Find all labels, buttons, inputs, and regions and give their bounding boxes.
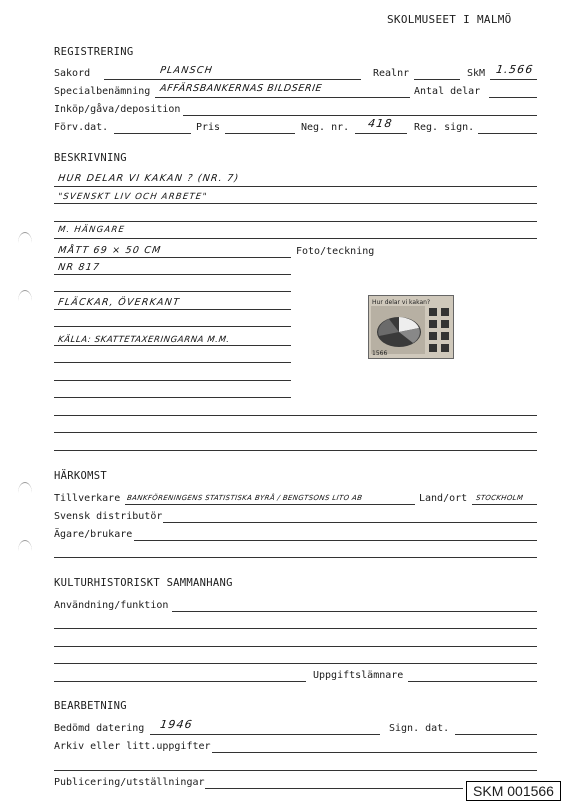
inkop-label: Inköp/gåva/deposition xyxy=(54,104,181,115)
rule xyxy=(54,203,537,204)
rule xyxy=(54,380,291,381)
section-heading-bearbetning: BEARBETNING xyxy=(54,700,127,712)
uppgift-label: Uppgiftslämnare xyxy=(313,670,404,681)
rule xyxy=(54,186,537,187)
antal-line xyxy=(489,97,537,98)
description-line-3: M. HÄNGARE xyxy=(57,225,126,235)
photo-title: Hur delar vi kakan? xyxy=(372,299,431,306)
pris-line xyxy=(225,133,295,134)
regsign-line xyxy=(478,133,537,134)
rule xyxy=(54,326,291,327)
distributor-label: Svensk distributör xyxy=(54,511,163,522)
anvandning-line xyxy=(172,611,537,612)
section-heading-registrering: REGISTRERING xyxy=(54,46,134,58)
rule xyxy=(54,663,537,664)
rule xyxy=(54,432,537,433)
landort-value: STOCKHOLM xyxy=(475,494,524,502)
rule xyxy=(54,221,537,222)
forv-label: Förv.dat. xyxy=(54,122,109,133)
agare-line xyxy=(134,540,537,541)
rule xyxy=(54,628,537,629)
punch-hole xyxy=(18,540,32,551)
punch-hole xyxy=(18,482,32,493)
pris-label: Pris xyxy=(196,122,221,133)
realnr-line xyxy=(414,79,460,80)
landort-line xyxy=(472,504,537,505)
rule xyxy=(54,362,291,363)
rule xyxy=(54,238,537,239)
description-line-5: NR 817 xyxy=(57,262,101,273)
rule xyxy=(54,450,537,451)
skm-line xyxy=(490,79,537,80)
publicering-line xyxy=(205,788,463,789)
neg-label: Neg. nr. xyxy=(301,122,350,133)
tillverkare-line xyxy=(125,504,415,505)
rule xyxy=(54,415,537,416)
bedomd-line xyxy=(150,734,380,735)
special-value: AFFÄRSBANKERNAS BILDSERIE xyxy=(159,83,323,94)
neg-value: 418 xyxy=(367,117,394,130)
realnr-label: Realnr xyxy=(373,68,410,79)
agare-label: Ägare/brukare xyxy=(54,529,133,540)
description-line-7: KÄLLA: SKATTETAXERINGARNA M.M. xyxy=(57,335,231,345)
rule xyxy=(54,770,537,771)
bedomd-value: 1946 xyxy=(159,718,194,731)
special-line xyxy=(155,97,410,98)
rule xyxy=(54,274,291,275)
publicering-label: Publicering/utställningar xyxy=(54,777,205,788)
rule xyxy=(54,345,291,346)
rule xyxy=(54,681,306,682)
anvandning-label: Användning/funktion xyxy=(54,600,169,611)
sakord-line xyxy=(104,79,361,80)
inkop-line xyxy=(183,115,537,116)
foto-label: Foto/teckning xyxy=(296,246,375,257)
photo-number: 1566 xyxy=(372,350,388,357)
poster-thumbnail xyxy=(369,296,453,358)
object-photo xyxy=(368,295,454,359)
regsign-label: Reg. sign. xyxy=(414,122,475,133)
distributor-line xyxy=(163,522,537,523)
description-line-1: HUR DELAR VI KAKAN ? (NR. 7) xyxy=(57,173,241,184)
description-line-4: MÅTT 69 × 50 CM xyxy=(57,245,163,256)
special-label: Specialbenämning xyxy=(54,86,151,97)
tillverkare-value: BANKFÖRENINGENS STATISTISKA BYRÅ / BENGTSONS LITO AB xyxy=(126,494,363,502)
rule xyxy=(54,309,291,310)
rule xyxy=(54,397,291,398)
description-line-2: "SVENSKT LIV OCH ARBETE" xyxy=(57,192,209,202)
rule xyxy=(54,557,537,558)
sign-label: Sign. dat. xyxy=(389,723,450,734)
bedomd-label: Bedömd datering xyxy=(54,723,145,734)
landort-label: Land/ort xyxy=(419,493,468,504)
tillverkare-label: Tillverkare xyxy=(54,493,121,504)
arkiv-line xyxy=(212,752,537,753)
antal-label: Antal delar xyxy=(414,86,481,97)
description-line-6: FLÄCKAR, ÖVERKANT xyxy=(57,297,181,308)
skm-value: 1.566 xyxy=(495,63,535,76)
forv-line xyxy=(114,133,191,134)
sakord-label: Sakord xyxy=(54,68,91,79)
section-heading-kultur: KULTURHISTORISKT SAMMANHANG xyxy=(54,577,233,589)
museum-title: SKOLMUSEET I MALMÖ xyxy=(387,13,512,26)
rule xyxy=(54,291,291,292)
sign-line xyxy=(455,734,537,735)
section-heading-harkomst: HÄRKOMST xyxy=(54,470,107,482)
punch-hole xyxy=(18,232,32,243)
neg-line xyxy=(355,133,407,134)
arkiv-label: Arkiv eller litt.uppgifter xyxy=(54,741,211,752)
rule xyxy=(54,646,537,647)
uppgift-line xyxy=(408,681,537,682)
sakord-value: PLANSCH xyxy=(159,65,214,76)
section-heading-beskrivning: BESKRIVNING xyxy=(54,152,127,164)
id-stamp: SKM 001566 xyxy=(466,781,561,801)
skm-label: SkM xyxy=(467,68,486,79)
rule xyxy=(54,257,291,258)
punch-hole xyxy=(18,290,32,301)
